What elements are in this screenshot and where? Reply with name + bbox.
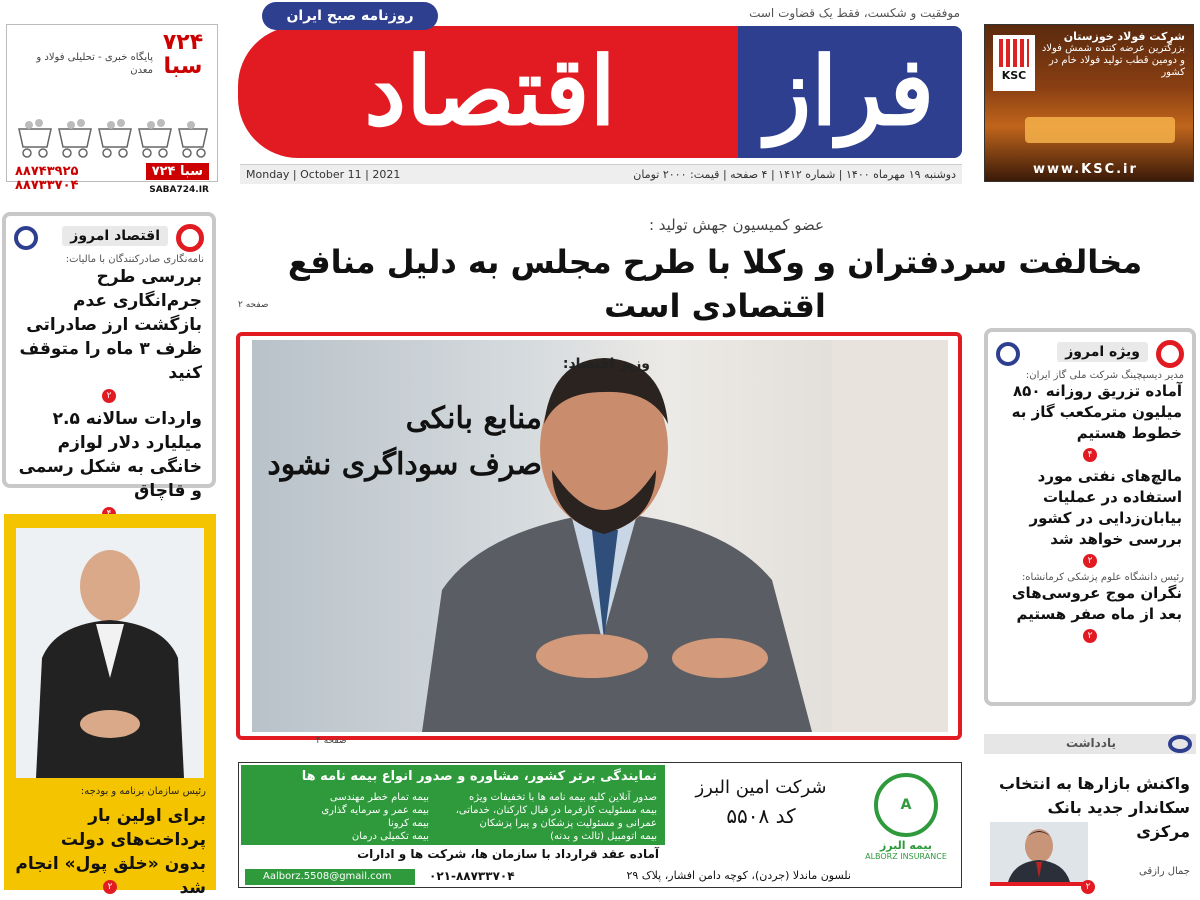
left-story-2[interactable]: واردات سالانه ۲.۵ میلیارد دلار لوازم خانگی به شکل رسمی و قاچاق (18, 409, 202, 501)
ksc-logo-mark-icon (999, 39, 1029, 67)
saba-ad[interactable] (6, 24, 218, 195)
dateline (240, 164, 962, 184)
note-label: یادداشت (1066, 736, 1116, 750)
ksc-line1: شرکت فولاد خوزستان (1063, 30, 1185, 43)
ring-icon (1168, 735, 1192, 753)
quote-line-1: منابع بانکی (405, 401, 542, 436)
photo-story-lead: وزیر اقتصاد: (562, 356, 650, 372)
ring-icon (1156, 340, 1184, 368)
saba-site[interactable]: SABA724.IR (149, 185, 209, 195)
right-box-lead-1: مدیر دیسپچینگ شرکت ملی گاز ایران: (1025, 370, 1184, 381)
insurance-contract-line: آماده عقد قرارداد با سازمان ها، شرکت ها و ادارات (357, 847, 659, 861)
left-story-1[interactable]: بررسی طرح جرم‌انگاری عدم بازگشت ارز صادراتی ظرف ۳ ماه را متوقف کنید (19, 267, 202, 383)
ring-icon (996, 342, 1020, 366)
note-header (984, 734, 1196, 754)
lead-kicker: عضو کمیسیون جهش تولید : (648, 216, 824, 234)
photo-story-quote[interactable] (262, 396, 542, 488)
photo-page-ref: صفحه ۴ (316, 736, 347, 746)
right-story-1[interactable]: آماده تزریق روزانه ۸۵۰ میلیون مترمکعب گاز به خطوط هستیم (1011, 382, 1182, 442)
insurance-title: نمایندگی برتر کشور، مشاوره و صدور انواع بیمه نامه ها (301, 769, 657, 784)
page-badge: ۲ (1083, 629, 1097, 643)
insurance-email[interactable]: Aalborz.5508@gmail.com (245, 869, 415, 885)
dateline-persian: دوشنبه ۱۹ مهرماه ۱۴۰۰ | شماره ۱۴۱۲ | ۴ صفحه | قیمت: ۲۰۰۰ تومان (633, 168, 956, 181)
insurance-services-2: بیمه تمام خطر مهندسی بیمه عمر و سرمایه گذاری بیمه کرونا بیمه تکمیلی درمان (321, 792, 429, 842)
ring-icon (176, 224, 204, 252)
page-badge: ۴ (1083, 448, 1097, 462)
page-badge: ۲ (102, 389, 116, 403)
ksc-logo: KSC (993, 35, 1035, 91)
yellow-box-story[interactable]: برای اولین بار پرداخت‌های دولت بدون «خلق پول» انجام شد (15, 806, 206, 898)
ksc-steel-slab (1025, 117, 1175, 143)
left-box-lead: نامه‌نگاری صادرکنندگان با مالیات: (65, 254, 204, 265)
insurance-code: کد ۵۵۰۸ (726, 804, 796, 828)
alborz-brand-en: ALBORZ INSURANCE (865, 852, 947, 861)
right-news-box (984, 328, 1196, 706)
alborz-brand: بیمه البرز (879, 839, 933, 852)
insurance-ad[interactable] (238, 762, 962, 888)
ring-icon (14, 226, 38, 250)
right-box-title: ویژه امروز (1057, 342, 1148, 362)
left-box-header (6, 216, 212, 254)
ksc-ad[interactable] (984, 24, 1194, 182)
lead-page-ref: صفحه ۲ (238, 300, 269, 310)
person-photo-icon (16, 528, 204, 778)
ksc-line2: بزرگترین عرضه کننده شمش فولاد و دومین قطب تولید فولاد خام در کشور (1041, 43, 1185, 78)
note-story[interactable]: واکنش بازارها به انتخاب سکاندار جدید بانک مرکزی (999, 774, 1190, 841)
saba-tagline: پایگاه خبری - تحلیلی فولاد و معدن (36, 52, 153, 76)
quote-line-2: صرف سوداگری نشود (267, 447, 542, 482)
page-badge: ۲ (103, 880, 117, 894)
insurance-address: نلسون ماندلا (جردن)، کوچه دامن افشار، پلاک ۲۹ (626, 869, 851, 882)
author-photo-icon (990, 822, 1088, 882)
right-box-header (988, 332, 1192, 370)
alborz-logo-icon: A (874, 773, 938, 837)
ksc-text (1035, 31, 1185, 79)
saba-phones: ۸۸۷۴۳۹۲۵ ۸۸۷۳۳۷۰۴ (15, 164, 79, 193)
masthead-name-part1: اقتصاد (364, 37, 616, 147)
left-box-title: اقتصاد امروز (62, 226, 168, 246)
insurance-green-panel (241, 765, 665, 845)
insurance-phone[interactable]: ۰۲۱-۸۸۷۳۳۷۰۴ (429, 869, 515, 883)
right-box-lead-3: رئیس دانشگاه علوم پزشکی کرمانشاه: (1021, 572, 1184, 583)
mine-carts-icon (15, 115, 211, 161)
insurance-services-1: صدور آنلاین کلیه بیمه نامه ها با تخفیفات ویژه بیمه مسئولیت کارفرما در قبال کارکنان، خدماتی، عمرانی و مسئولیت پزشکان و پیرا پزشکان بیمه اتومبیل (ثالث و بدنه) (455, 792, 657, 842)
masthead-name-part2: فراز (765, 37, 935, 147)
insurance-company-name: شرکت امین البرز (695, 777, 827, 798)
alborz-logo (861, 773, 951, 863)
page-badge: ۲ (1083, 554, 1097, 568)
insurance-company (671, 777, 851, 828)
page-badge: ۲ (1081, 880, 1095, 894)
lead-headline[interactable]: مخالفت سردفتران و وکلا با طرح مجلس به دلیل منافع اقتصادی است (287, 243, 1143, 325)
yellow-box-lead: رئیس سازمان برنامه و بودجه: (80, 786, 206, 797)
official-photo (16, 528, 204, 778)
saba-logo: ۷۲۴ سبا (162, 30, 204, 79)
left-news-box (2, 212, 216, 501)
masthead-tagline: موفقیت و شکست، فقط یک قضاوت است (749, 6, 960, 20)
saba-brand: سبا ۷۲۴ (146, 163, 209, 180)
yellow-news-box (4, 514, 216, 898)
right-story-2[interactable]: مالچ‌های نفتی مورد استفاده در عملیات بیابان‌زدایی در کشور بررسی خواهد شد (1029, 467, 1182, 548)
ksc-url[interactable]: www.KSC.ir (1033, 162, 1138, 177)
right-story-3[interactable]: نگران موج عروسی‌های بعد از ماه صفر هستیم (1011, 584, 1182, 623)
note-author: جمال رازقی (1138, 866, 1190, 877)
author-photo (990, 822, 1088, 886)
masthead-daily-label: روزنامه صبح ایران (262, 2, 438, 30)
dateline-english: Monday | October 11 | 2021 (246, 168, 401, 181)
